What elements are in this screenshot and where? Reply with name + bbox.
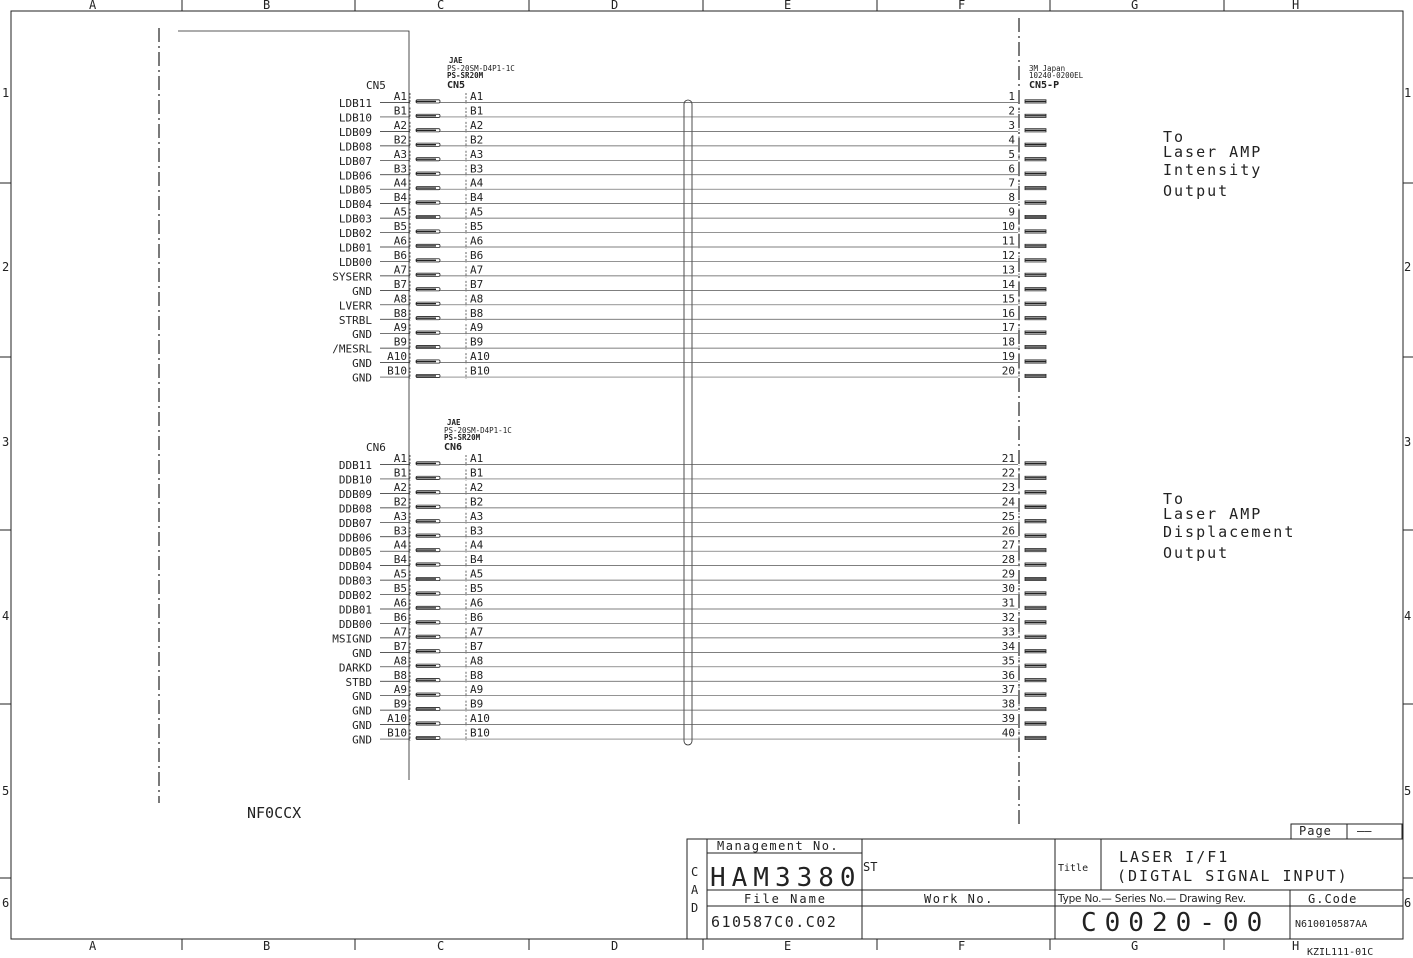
cn5-ref-mate: CN5: [447, 80, 466, 91]
cn5-pin-label: B7: [393, 277, 407, 291]
cn5-pin-label: A5: [393, 205, 407, 219]
cn6-mate-pin-label: A8: [470, 654, 484, 668]
type-no-value: C0020-00: [1081, 908, 1271, 938]
cn6-signal-name: DDB04: [338, 560, 372, 574]
cn6-pin-row: [339, 524, 1046, 544]
cn6-pin-row: [339, 539, 1046, 559]
cn5-far-pin-number: 16: [1001, 306, 1015, 320]
row-number-right: 4: [1404, 609, 1412, 623]
drawing-title-line1: LASER I/F1: [1119, 848, 1230, 866]
gcode-label: G.Code: [1308, 892, 1358, 906]
cn5-mate-pin-label: A10: [470, 350, 490, 364]
destination-intensity: [1163, 128, 1262, 200]
cn6-pin-row: [339, 481, 1046, 501]
cn6-wiring: [332, 452, 1046, 747]
cn5-mate-pin-label: B7: [470, 277, 484, 291]
cn6-pin-label: A9: [393, 683, 407, 697]
cn5-mate-pin-label: A5: [470, 205, 484, 219]
cn6-mate-pin-label: B3: [470, 524, 484, 538]
column-letter-top: H: [1292, 0, 1300, 12]
row-number-left: 5: [2, 784, 10, 798]
cn5-pin-label: B2: [393, 133, 407, 147]
row-number-right: 1: [1404, 86, 1412, 100]
cn6-pin-row: [352, 698, 1046, 718]
cn5-signal-name: LDB03: [338, 212, 372, 226]
cn5-pin-row: [339, 104, 1046, 124]
cn6-signal-name: STBD: [345, 675, 372, 689]
row-markers: [0, 86, 1413, 910]
dest1-line1: To: [1163, 128, 1186, 146]
cn5-mate-pin-label: B4: [470, 191, 484, 205]
document-code: KZIL111-01C: [1307, 947, 1374, 958]
cn5-pin-row: [339, 220, 1046, 240]
page-label: Page: [1299, 824, 1332, 838]
cn6-far-pin-number: 26: [1001, 524, 1015, 538]
cn6-mate-pin-label: A1: [470, 452, 484, 465]
cn6-pin-label: B6: [393, 610, 407, 624]
cn5-mate-pin-label: A6: [470, 234, 484, 248]
cn5-mate-pin-label: B6: [470, 248, 484, 262]
cn6-signal-name: DDB09: [338, 487, 372, 501]
cn6-pin-row: [339, 582, 1046, 602]
column-letter-top: A: [89, 0, 97, 12]
dest2-line4: Output: [1163, 544, 1230, 562]
cn6-signal-name: DDB05: [338, 545, 372, 559]
cn5-far-pin-number: 9: [1008, 205, 1015, 219]
cn5-mate-pin-label: A9: [470, 321, 484, 335]
column-letter-top: B: [263, 0, 271, 12]
cn5-pin-row: [332, 336, 1046, 356]
cn6-pin-row: [339, 553, 1046, 573]
cn5-signal-name: LDB09: [338, 125, 372, 139]
cn5-signal-name: LDB11: [338, 97, 372, 110]
cn6-far-pin-number: 31: [1001, 596, 1015, 610]
cn5-pin-label: A8: [393, 292, 407, 306]
cn5-far-pin-number: 3: [1008, 118, 1015, 132]
management-number: HAM3380: [710, 863, 862, 893]
cn5-pin-row: [339, 119, 1046, 139]
cn5-pin-row: [339, 235, 1046, 255]
cn5-pin-row: [339, 133, 1046, 153]
cn6-pin-label: B9: [393, 697, 407, 711]
row-number-right: 3: [1404, 435, 1412, 449]
cn5-far-pin-number: 11: [1001, 234, 1015, 248]
column-letter-bottom: G: [1131, 939, 1139, 953]
cn5-pin-label: A2: [393, 118, 407, 132]
cn6-signal-name: GND: [352, 690, 372, 704]
cn6-pin-row: [339, 568, 1046, 588]
cn6-mate-pin-label: A9: [470, 683, 484, 697]
cn6-signal-name: GND: [352, 704, 372, 718]
cn6-mate-pin-label: A6: [470, 596, 484, 610]
cn5-signal-name: GND: [352, 357, 372, 371]
cn5-pin-label: A6: [393, 234, 407, 248]
cn6-pin-row: [339, 452, 1046, 472]
column-letter-bottom: E: [784, 939, 792, 953]
cn5-signal-name: /MESRL: [332, 342, 372, 356]
dest1-line3: Intensity: [1163, 161, 1263, 179]
cn6-mate-pin-label: B6: [470, 610, 484, 624]
cn5-signal-name: GND: [352, 328, 372, 342]
column-letter-bottom: A: [89, 939, 97, 953]
cn5-mate-pin-label: B1: [470, 104, 484, 118]
column-letter-top: D: [611, 0, 619, 12]
cn6-mate-pin-label: A10: [470, 712, 490, 726]
cn6-part1: PS-20SM-D4P1-1C: [444, 426, 512, 435]
cn6-ref-mate: CN6: [444, 442, 463, 453]
cn5-far-pin-number: 19: [1001, 350, 1015, 364]
board-name: NF0CCX: [247, 804, 302, 822]
row-number-left: 6: [2, 896, 10, 910]
cn6-pin-row: [332, 625, 1046, 645]
cn5-pin-label: B3: [393, 162, 407, 176]
cn5-far-pin-number: 12: [1001, 248, 1015, 262]
cn5-signal-name: SYSERR: [332, 270, 372, 284]
cn5-signal-name: GND: [352, 371, 372, 385]
work-no-label: Work No.: [924, 892, 994, 906]
cn6-pin-row: [352, 640, 1046, 660]
dest2-line1: To: [1163, 490, 1186, 508]
cn6-mate-pin-label: A4: [470, 538, 484, 552]
cn6-signal-name: DDB01: [338, 603, 372, 617]
cn6-pin-row: [339, 466, 1046, 486]
cable-bundle: [684, 100, 692, 745]
cn5-pin-row: [339, 191, 1046, 211]
row-number-left: 3: [2, 435, 10, 449]
cn6-pin-label: B5: [393, 582, 407, 596]
cn5-pin-row: [352, 365, 1046, 385]
cn6-signal-name: DDB07: [338, 516, 372, 530]
cn6-far-pin-number: 23: [1001, 480, 1015, 494]
cn5-signal-name: STRBL: [338, 313, 372, 327]
cn5-pin-label: A10: [387, 350, 407, 364]
cn6-mate-pin-label: B8: [470, 668, 484, 682]
cn5-far-pin-number: 4: [1008, 133, 1015, 147]
cn6-mate-pin-label: A2: [470, 480, 484, 494]
cn5-mate-pin-label: A1: [470, 90, 484, 103]
dest1-line2: Laser AMP: [1163, 143, 1263, 161]
board-outline-top: [178, 31, 409, 780]
cn6-mate-pin-label: B5: [470, 582, 484, 596]
drawing-title-line2: (DIGTAL SIGNAL INPUT): [1117, 867, 1349, 885]
cn6-signal-name: GND: [352, 646, 372, 660]
cn5-signal-name: LDB06: [338, 169, 372, 183]
cad-a: A: [691, 883, 699, 897]
st-label: ST: [863, 860, 878, 874]
cn5-far-pin-number: 7: [1008, 176, 1015, 190]
cn6-far-pin-number: 32: [1001, 610, 1015, 624]
cn6-far-pin-number: 21: [1001, 452, 1015, 465]
cn6-pin-label: B7: [393, 639, 407, 653]
cn5-mate-pin-label: B8: [470, 306, 484, 320]
cn5-pin-row: [352, 350, 1046, 370]
dest2-line2: Laser AMP: [1163, 505, 1263, 523]
cn5-pin-row: [339, 249, 1046, 269]
cn5-far-pin-number: 10: [1001, 220, 1015, 234]
cn6-mate-pin-label: B10: [470, 726, 490, 740]
cn5-mate-pin-label: A2: [470, 118, 484, 132]
cn6-far-pin-number: 30: [1001, 582, 1015, 596]
row-number-right: 5: [1404, 784, 1412, 798]
cn5-pin-label: A3: [393, 147, 407, 161]
cn5-mate-pin-label: A3: [470, 147, 484, 161]
cn5-far-pin-number: 15: [1001, 292, 1015, 306]
cn6-pin-row: [339, 495, 1046, 515]
cn5-far-pin-number: 8: [1008, 191, 1015, 205]
cn6-far-pin-number: 38: [1001, 697, 1015, 711]
cn5-pin-row: [332, 263, 1046, 283]
destination-displacement: [1163, 490, 1295, 562]
cn6-far-pin-number: 36: [1001, 668, 1015, 682]
cn5-mate-pin-label: A4: [470, 176, 484, 190]
cn5-pin-label: B1: [393, 104, 407, 118]
cn6-pin-label: A10: [387, 712, 407, 726]
cn5-pin-row: [339, 292, 1046, 312]
cn5-far-pin-number: 18: [1001, 335, 1015, 349]
type-no-label: Type No.— Series No.— Drawing Rev.: [1058, 893, 1246, 905]
cn6-pin-label: B2: [393, 495, 407, 509]
cn6-far-pin-number: 27: [1001, 538, 1015, 552]
cn6-signal-name: DARKD: [338, 661, 372, 675]
cn5-signal-name: LDB08: [338, 140, 372, 154]
cn5-mate-pin-label: A8: [470, 292, 484, 306]
cn5-far-pin-number: 5: [1008, 147, 1015, 161]
cn6-pin-label: B8: [393, 668, 407, 682]
row-number-left: 2: [2, 260, 10, 274]
cn6-far-pin-number: 33: [1001, 625, 1015, 639]
cn5-pin-row: [339, 307, 1046, 327]
cn6-pin-row: [339, 510, 1046, 530]
cn5-mate-pin-label: B10: [470, 364, 490, 378]
cn6-signal-name: DDB00: [338, 617, 372, 631]
cn6-pin-row: [346, 669, 1047, 689]
cn5-far-pin-number: 2: [1008, 104, 1015, 118]
cn6-pin-row: [339, 611, 1046, 631]
cn6-mate-pin-label: B2: [470, 495, 484, 509]
cn5-ref: CN5: [366, 79, 386, 92]
cn6-ref: CN6: [366, 441, 386, 454]
cn6-pin-label: A6: [393, 596, 407, 610]
cn5p-maker: 3M Japan: [1029, 64, 1066, 73]
cn6-pin-label: B1: [393, 466, 407, 480]
cn5-signal-name: LDB10: [338, 111, 372, 125]
cn6-pin-label: A3: [393, 509, 407, 523]
cn5-far-pin-number: 14: [1001, 277, 1015, 291]
cn5-signal-name: LDB00: [338, 255, 372, 269]
cn6-signal-name: DDB08: [338, 502, 372, 516]
cn6-signal-name: DDB11: [338, 459, 372, 472]
cn6-signal-name: MSIGND: [332, 632, 372, 646]
cn5-far-pin-number: 17: [1001, 321, 1015, 335]
column-letter-bottom: H: [1292, 939, 1300, 953]
cn5-signal-name: GND: [352, 284, 372, 298]
cn5-signal-name: LDB07: [338, 154, 372, 168]
cn5-signal-name: LDB02: [338, 227, 372, 241]
cn5-pin-row: [339, 148, 1046, 168]
cn6-signal-name: GND: [352, 733, 372, 747]
cn6-signal-name: DDB02: [338, 589, 372, 603]
row-number-left: 1: [2, 86, 10, 100]
cn6-signal-name: GND: [352, 719, 372, 733]
cn5-part1: PS-20SM-D4P1-1C: [447, 64, 515, 73]
cn6-far-pin-number: 35: [1001, 654, 1015, 668]
cn6-mate-pin-label: A7: [470, 625, 484, 639]
cn6-far-pin-number: 24: [1001, 495, 1015, 509]
cn5-maker: JAE: [449, 56, 463, 65]
cn5-pin-label: B9: [393, 335, 407, 349]
cn5-part2: PS-SR20M: [447, 71, 484, 80]
cn6-pin-label: B4: [393, 553, 407, 567]
cn5-signal-name: LVERR: [338, 299, 372, 313]
cn5-pin-row: [339, 90, 1046, 110]
cn6-pin-label: A5: [393, 567, 407, 581]
cn6-far-pin-number: 25: [1001, 509, 1015, 523]
cn6-mate-pin-label: B7: [470, 639, 484, 653]
cn5-wiring: [332, 90, 1046, 385]
cn5-pin-label: B4: [393, 191, 407, 205]
cn5-pin-label: B8: [393, 306, 407, 320]
cn6-pin-row: [339, 597, 1046, 617]
cn5-far-pin-number: 13: [1001, 263, 1015, 277]
cn6-pin-label: A2: [393, 480, 407, 494]
cn6-part2: PS-SR20M: [444, 433, 481, 442]
cn6-signal-name: DDB03: [338, 574, 372, 588]
cn5-signal-name: LDB04: [338, 198, 372, 212]
cad-d: D: [691, 901, 699, 915]
cn5-pin-label: B10: [387, 364, 407, 378]
cn5-mate-pin-label: B3: [470, 162, 484, 176]
cn6-far-pin-number: 22: [1001, 466, 1015, 480]
page-value: ——: [1357, 824, 1372, 838]
cn6-far-pin-number: 29: [1001, 567, 1015, 581]
cn5-pin-label: A1: [393, 90, 407, 103]
column-letter-top: F: [958, 0, 966, 12]
cn5-pin-row: [339, 177, 1046, 197]
cn6-far-pin-number: 40: [1001, 726, 1015, 740]
cn5-pin-label: A9: [393, 321, 407, 335]
cn6-mate-pin-label: A5: [470, 567, 484, 581]
cn6-far-pin-number: 28: [1001, 553, 1015, 567]
cn6-mate-pin-label: B4: [470, 553, 484, 567]
column-letter-top: C: [437, 0, 445, 12]
management-label: Management No.: [717, 839, 840, 853]
cn6-far-pin-number: 34: [1001, 639, 1015, 653]
cn6-pin-label: A1: [393, 452, 407, 465]
file-name-label: File Name: [744, 892, 828, 906]
cn6-pin-label: A4: [393, 538, 407, 552]
cn5-far-pin-number: 6: [1008, 162, 1015, 176]
gcode-value: N610010587AA: [1295, 919, 1368, 930]
dest1-line4: Output: [1163, 182, 1230, 200]
cn5-pin-label: B5: [393, 220, 407, 234]
cn5-pin-row: [352, 321, 1046, 341]
cn5-far-pin-number: 1: [1008, 90, 1015, 103]
cn6-pin-label: A8: [393, 654, 407, 668]
cn6-maker: JAE: [447, 418, 461, 427]
cn6-far-pin-number: 37: [1001, 683, 1015, 697]
column-letter-bottom: C: [437, 939, 445, 953]
cn6-signal-name: DDB06: [338, 531, 372, 545]
cn5-mate-pin-label: B2: [470, 133, 484, 147]
cn5-pin-row: [339, 162, 1046, 182]
row-number-right: 6: [1404, 896, 1412, 910]
row-number-left: 4: [2, 609, 10, 623]
column-letter-bottom: D: [611, 939, 619, 953]
cn6-far-pin-number: 39: [1001, 712, 1015, 726]
cn6-pin-row: [352, 683, 1046, 703]
title-label: Title: [1058, 863, 1089, 874]
cn5p-ref: CN5-P: [1029, 80, 1060, 91]
cn5-signal-name: LDB01: [338, 241, 372, 255]
cn6-signal-name: DDB10: [338, 473, 372, 487]
cad-c: C: [691, 865, 699, 879]
cn5-mate-pin-label: B9: [470, 335, 484, 349]
row-number-right: 2: [1404, 260, 1412, 274]
column-letter-bottom: B: [263, 939, 271, 953]
cn6-pin-row: [339, 654, 1046, 674]
column-letter-bottom: F: [958, 939, 966, 953]
cn6-mate-pin-label: B9: [470, 697, 484, 711]
cn5-pin-label: B6: [393, 248, 407, 262]
dest2-line3: Displacement: [1163, 523, 1296, 541]
cn5-pin-row: [339, 206, 1046, 226]
cn5-mate-pin-label: B5: [470, 220, 484, 234]
cn5-far-pin-number: 20: [1001, 364, 1015, 378]
cn6-mate-pin-label: B1: [470, 466, 484, 480]
cn6-pin-label: B3: [393, 524, 407, 538]
cn6-pin-row: [352, 712, 1046, 732]
cn5-pin-label: A4: [393, 176, 407, 190]
column-letter-top: E: [784, 0, 792, 12]
file-name-value: 610587C0.C02: [711, 913, 838, 931]
cn5-pin-label: A7: [393, 263, 407, 277]
cn5-signal-name: LDB05: [338, 183, 372, 197]
cn6-pin-label: A7: [393, 625, 407, 639]
cn6-pin-label: B10: [387, 726, 407, 740]
cn5-pin-row: [352, 278, 1046, 298]
cn6-pin-row: [352, 727, 1046, 747]
cn5p-part: 10240-0200EL: [1029, 71, 1084, 80]
column-letter-top: G: [1131, 0, 1139, 12]
cn6-mate-pin-label: A3: [470, 509, 484, 523]
cn5-mate-pin-label: A7: [470, 263, 484, 277]
